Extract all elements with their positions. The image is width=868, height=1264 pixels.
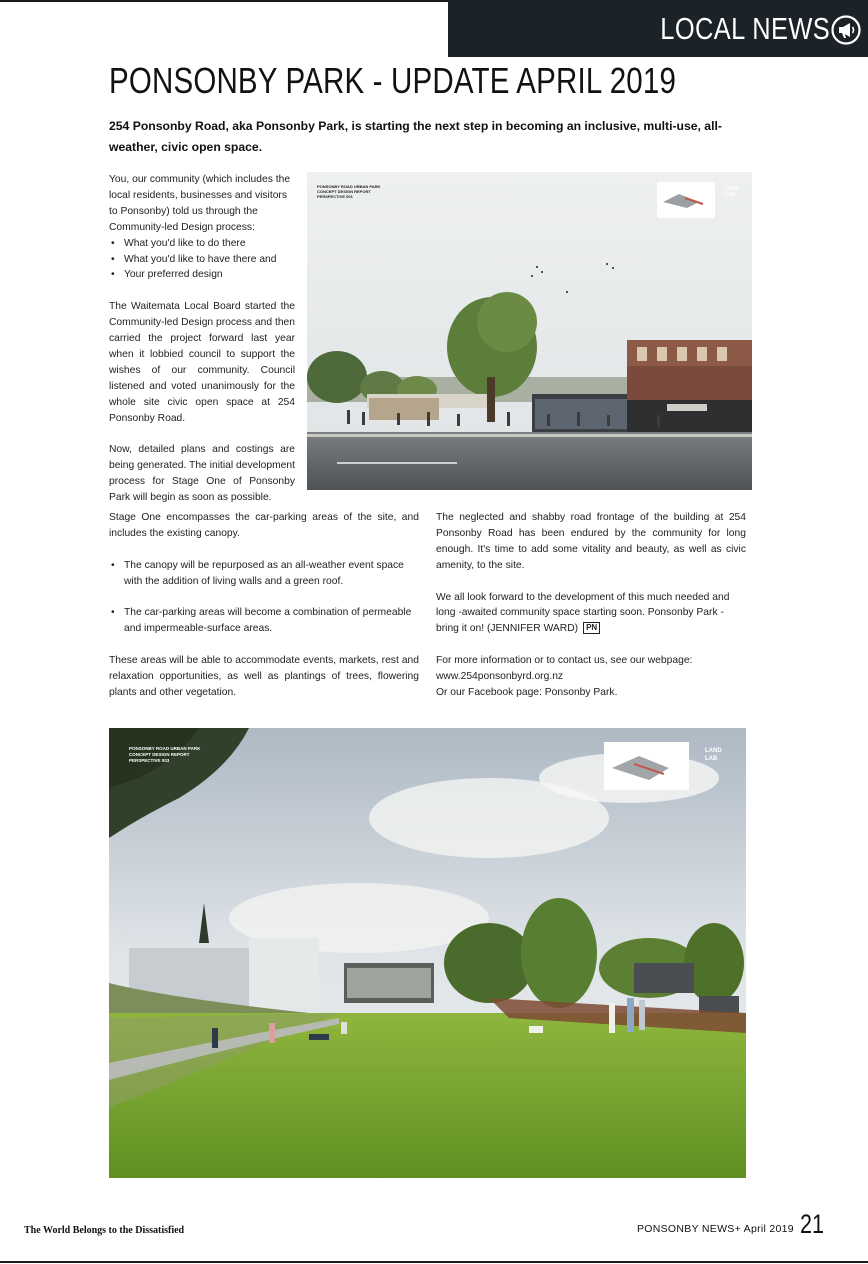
closing-paragraph (436, 590, 746, 638)
community-bullet-list (109, 236, 295, 284)
footer-magazine-name: PONSONBY NEWS+ April 2019 (636, 1223, 794, 1235)
footer-folio (637, 1210, 830, 1238)
report-title-line: PONSONBY ROAD URBAN PARK (317, 184, 381, 189)
list-item: • What you'd like to have there and (109, 252, 295, 268)
stage-one-paragraph: Stage One encompasses the car-parking areas of the site, and includes the existing canopy. (109, 512, 419, 539)
park-lawn-perspective-image (109, 728, 746, 1178)
list-item: • Your preferred design (109, 267, 295, 283)
footer-slogan: The World Belongs to the Dissatisfied (24, 1225, 185, 1236)
page-number: 21 (799, 1209, 824, 1239)
section-banner (448, 0, 868, 57)
list-item: • The canopy will be repurposed as an all-weather event space with the addition of living walls and a green roof. (109, 558, 419, 590)
landlab-logo-line: LAND (725, 186, 739, 192)
website-link[interactable]: www.254ponsonbyrd.org.nz (436, 671, 564, 683)
road-frontage-paragraph: The neglected and shabby road frontage of the building at 254 Ponsonby Road has been endured by the community for long enough. It's time to add some vitality and beauty, as well as civic amenity, to the site. (436, 512, 746, 571)
article-title: PONSONBY PARK - UPDATE APRIL 2019 (109, 60, 677, 101)
list-item: • What you'd like to do there (109, 236, 295, 252)
landlab-logo-line: LAND (705, 748, 722, 754)
report-title-line: PERSPECTIVE 003 (129, 758, 170, 763)
report-title-line: CONCEPT DESIGN REPORT (129, 752, 190, 757)
left-column-bottom (109, 510, 419, 717)
list-item: • The car-parking areas will become a combination of permeable and impermeable-surface areas. (109, 605, 419, 637)
report-title-line: CONCEPT DESIGN REPORT (317, 189, 371, 194)
facebook-line: Or our Facebook page: Ponsonby Park. (436, 686, 618, 698)
intro-paragraph: You, our community (which includes the local residents, businesses and visitors to Ponsonby) told us through the Community-led Design process: (109, 174, 291, 233)
plans-paragraph: Now, detailed plans and costings are being generated. The initial development process for Stage One of Ponsonby Park will begin as soon as possible. (109, 444, 295, 504)
stage-one-bullet-list (109, 558, 419, 638)
left-column-top (109, 172, 295, 522)
report-title-line: PONSONBY ROAD URBAN PARK (129, 746, 201, 751)
contact-line: For more information or to contact us, see our webpage: (436, 655, 693, 667)
street-perspective-image (307, 172, 752, 490)
pn-badge: PN (583, 622, 600, 634)
landlab-logo-line: LAB (705, 756, 718, 762)
landlab-logo-line: LAB (725, 192, 736, 198)
megaphone-icon (830, 14, 862, 46)
areas-paragraph: These areas will be able to accommodate events, markets, rest and relaxation opportunities, as well as plantings of trees, flowering plants and other vegetation. (109, 655, 419, 698)
article-lead: 254 Ponsonby Road, aka Ponsonby Park, is starting the next step in becoming an inclusive, multi-use, all-weather, civic open space. (109, 119, 722, 154)
report-title-line: PERSPECTIVE 001 (317, 194, 353, 199)
bottom-rule (0, 1261, 868, 1263)
contact-paragraph (436, 653, 746, 701)
local-board-paragraph: The Waitemata Local Board started the Community-led Design process and then carried the project forward last year when it lobbied council to support the wishes of our community. Council listened and voted unanimously for the whole site civic open space at 254 Ponsonby Road. (109, 301, 296, 424)
section-banner-label: LOCAL NEWS (660, 10, 830, 46)
right-column (436, 510, 746, 717)
closing-text: We all look forward to the development of this much needed and long -awaited community space starting soon. Ponsonby Park - bring it on! (JENNIFER WARD) (436, 591, 730, 635)
